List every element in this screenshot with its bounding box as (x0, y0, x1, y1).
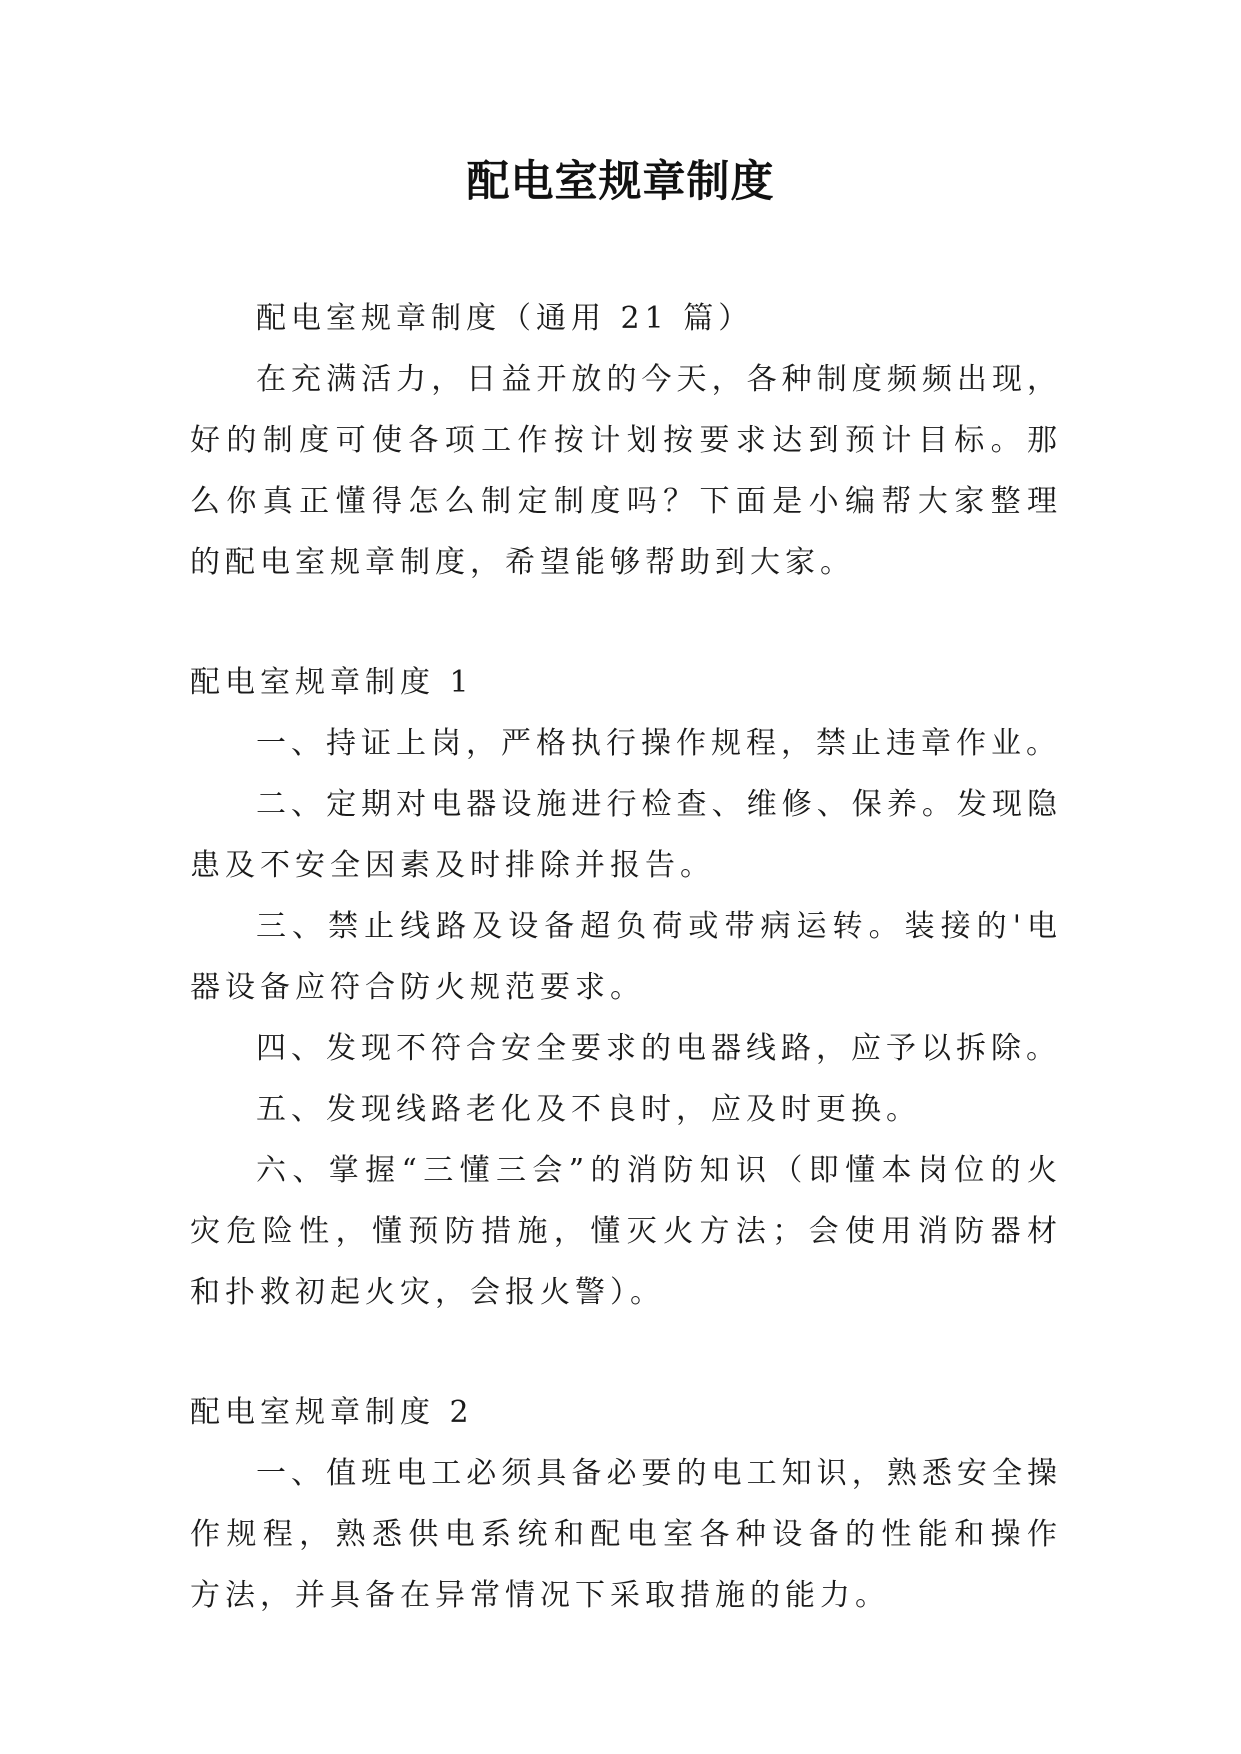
section-item: 一、持证上岗，严格执行操作规程，禁止违章作业。 (256, 726, 1061, 761)
document-subtitle: 配电室规章制度（通用 21 篇） (256, 301, 754, 336)
section-item: 二、定期对电器设施进行检查、维修、保养。发现隐患及不安全因素及时排除并报告。 (190, 787, 1062, 883)
section-item: 一、值班电工必须具备必要的电工知识，熟悉安全操作规程，熟悉供电系统和配电室各种设备的性能和操作方法，并具备在异常情况下采取措施的能力。 (190, 1456, 1062, 1613)
section-item: 六、掌握“三懂三会”的消防知识（即懂本岗位的火灾危险性，懂预防措施，懂灭火方法；会使用消防器材和扑救初起火灾，会报火警）。 (190, 1153, 1062, 1310)
section-heading: 配电室规章制度 1 (190, 665, 474, 700)
section-item: 五、发现线路老化及不良时，应及时更换。 (256, 1092, 921, 1127)
section-item: 四、发现不符合安全要求的电器线路，应予以拆除。 (256, 1031, 1061, 1066)
document-body (190, 288, 1062, 1626)
page-title: 配电室规章制度 (466, 157, 775, 207)
section-heading: 配电室规章制度 2 (190, 1395, 474, 1430)
section-item: 三、禁止线路及设备超负荷或带病运转。装接的'电器设备应符合防火规范要求。 (190, 909, 1062, 1005)
intro-paragraph: 在充满活力，日益开放的今天，各种制度频频出现，好的制度可使各项工作按计划按要求达到预计目标。那么你真正懂得怎么制定制度吗？下面是小编帮大家整理的配电室规章制度，希望能够帮助到大家。 (190, 362, 1062, 580)
